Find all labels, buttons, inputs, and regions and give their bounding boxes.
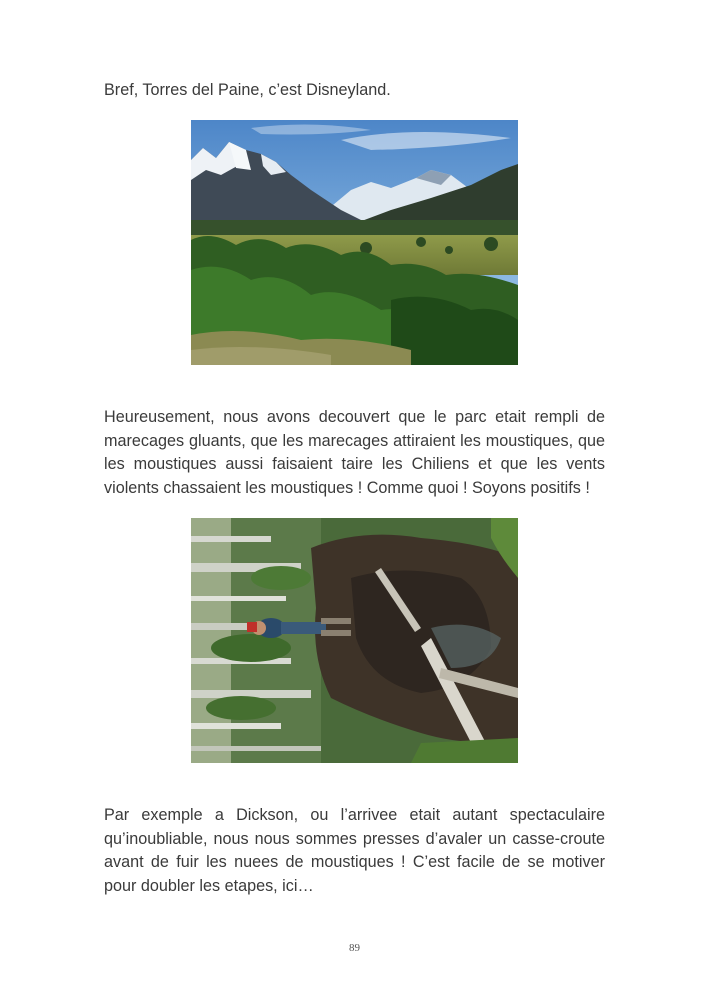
paragraph-marshes: Heureusement, nous avons decouvert que le parc etait rempli de marecages gluants, que les marecages attiraient les moustiques, que les moustiques aussi faisaient taire les Chiliens et que les vents violents chassaient les moustiques ! Comme quoi ! Soyons positifs ! — [104, 408, 605, 497]
paragraph-dickson: Par exemple a Dickson, ou l’arrivee etait autant spectaculaire qu’inoubliable, nous nous sommes presses d’avaler un casse-croute avant de fuir les nuees de moustiques ! C’est facile de se motiver pour doubler les etapes, ici… — [104, 806, 605, 895]
photo-hiker-in-mud — [191, 518, 518, 763]
paragraph-intro: Bref, Torres del Paine, c’est Disneyland. — [104, 81, 391, 99]
photo-mountain-landscape — [191, 120, 518, 365]
page-number: 89 — [349, 942, 360, 954]
